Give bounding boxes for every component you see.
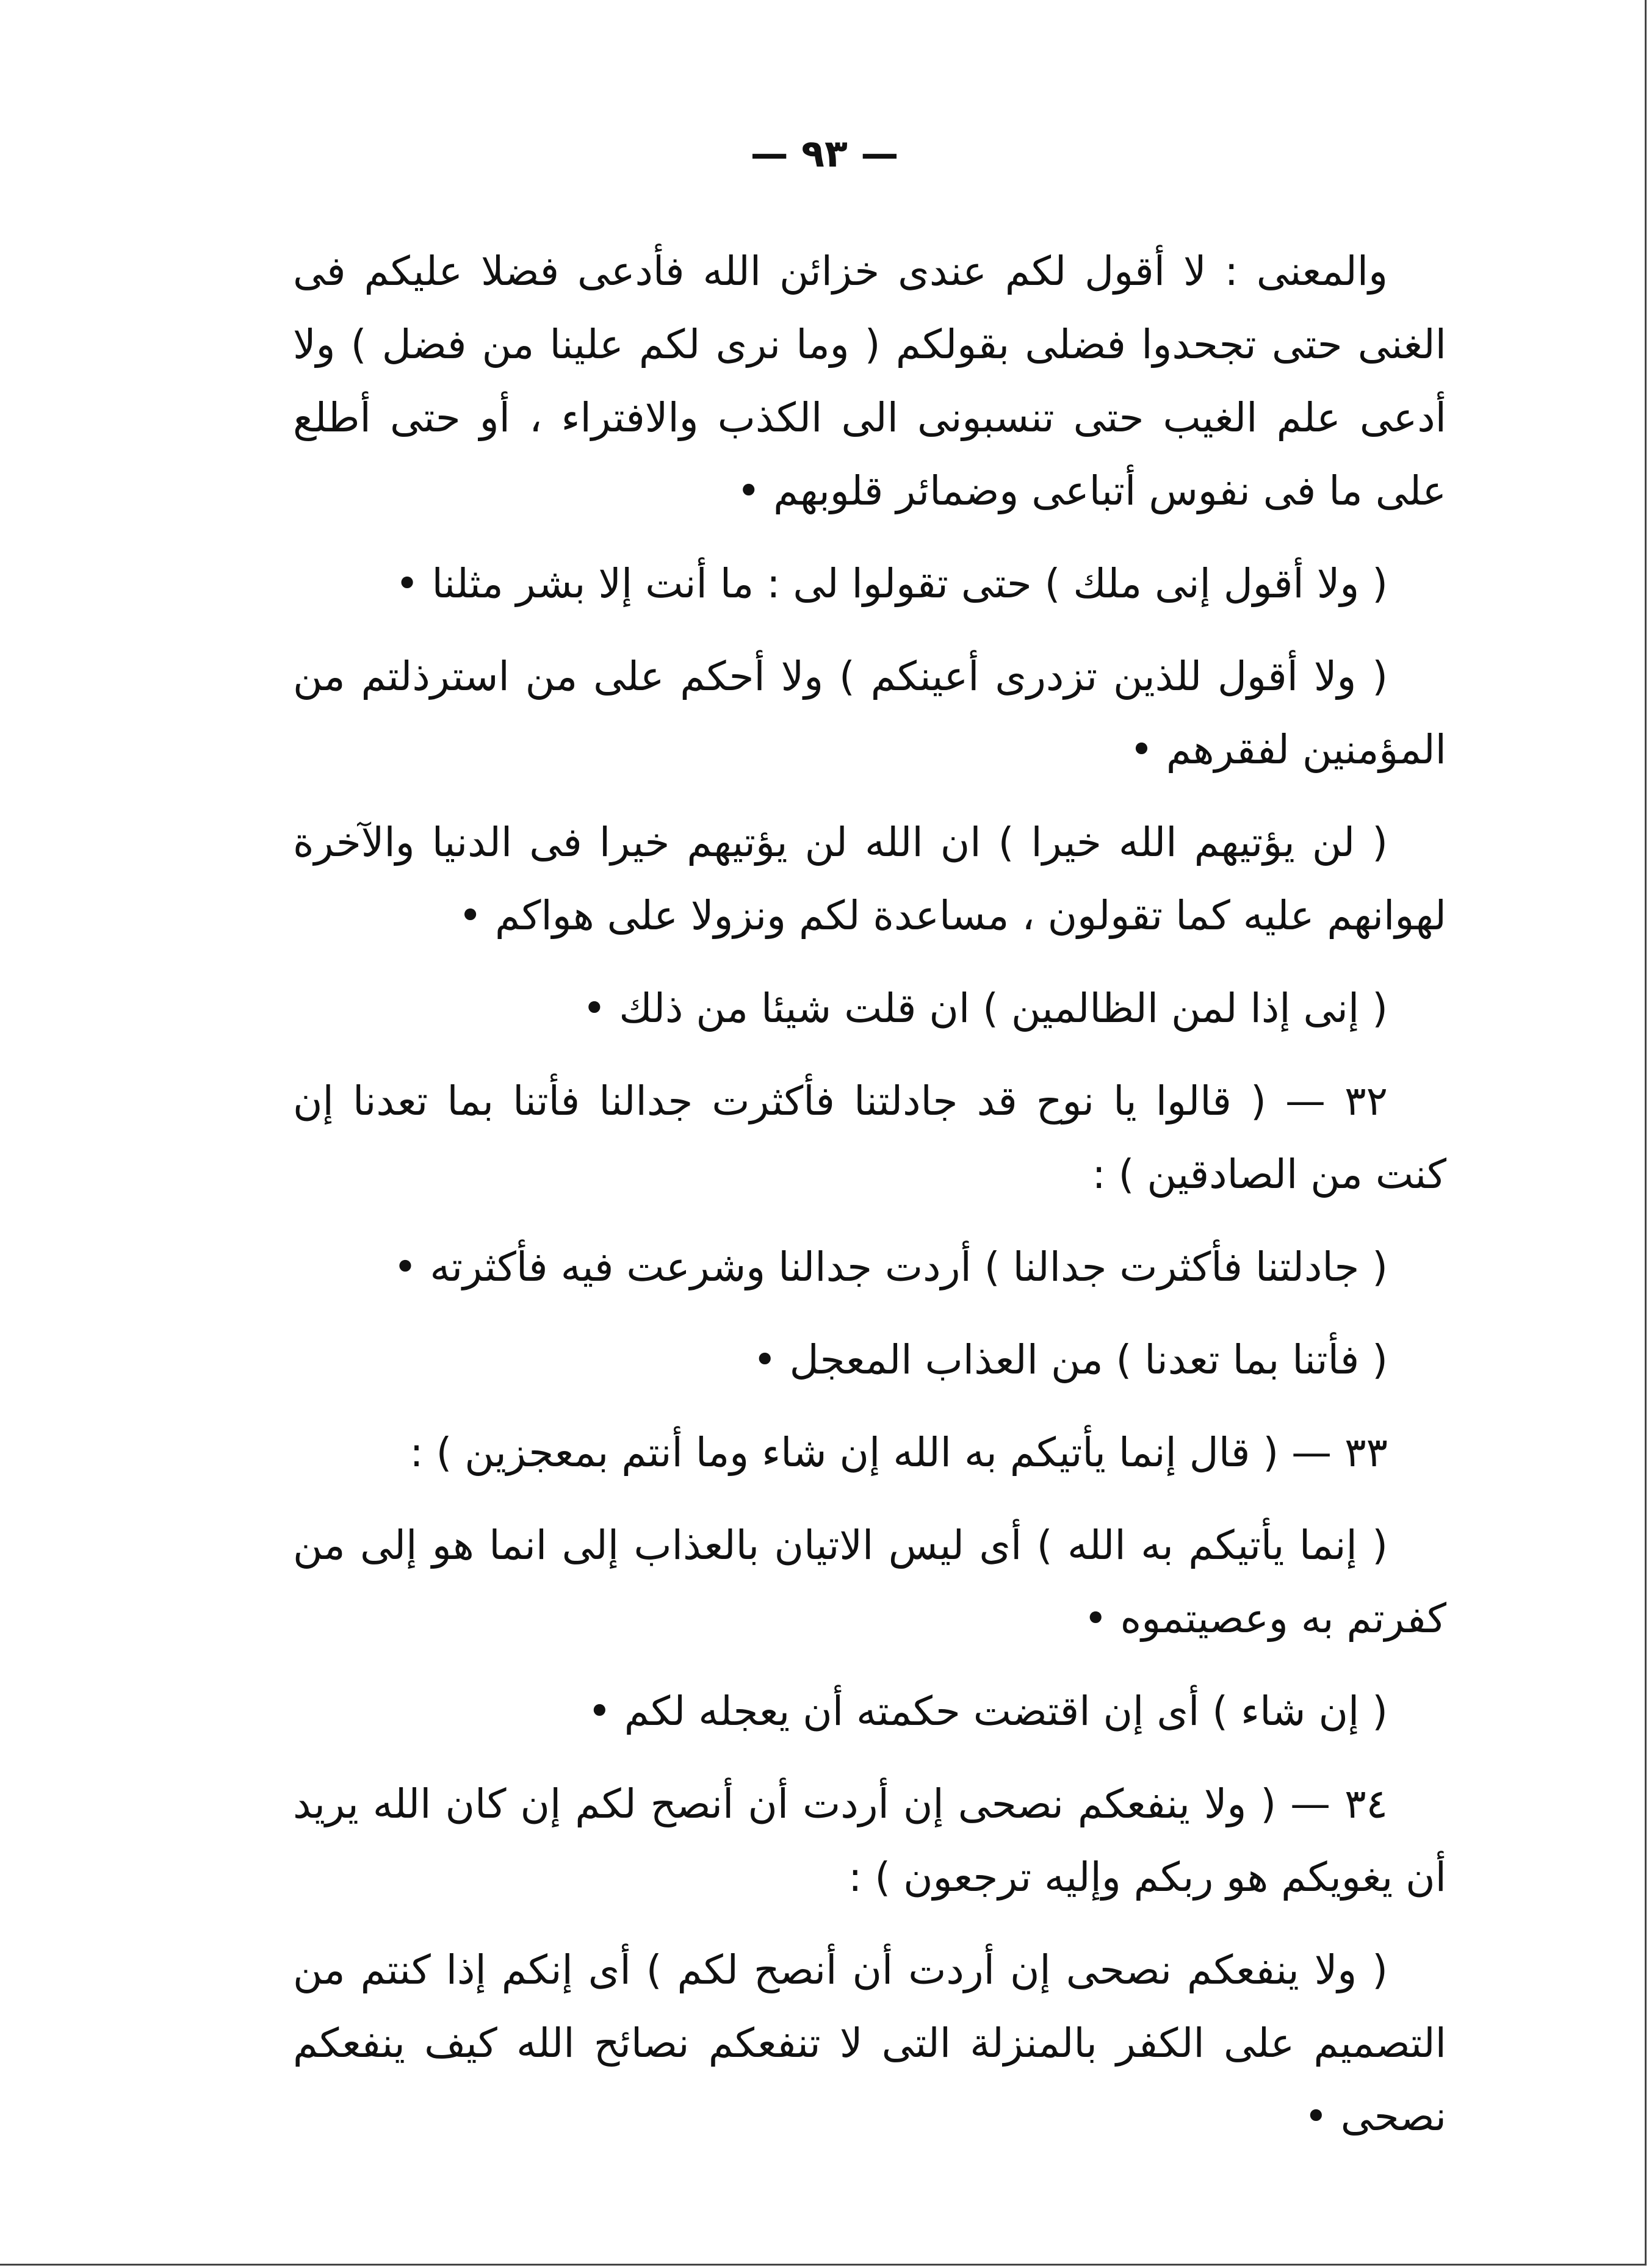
- paragraph-no-good: ( لن يؤتيهم الله خيرا ) ان الله لن يؤتيهم خيرا فى الدنيا والآخرة لهوانهم عليه كما تقولون ، مساعدة لكم ونزولا على هواكم •: [293, 819, 1446, 939]
- text-body: [293, 235, 1446, 2173]
- verse-33: ٣٣ — ( قال إنما يأتيكم به الله إن شاء وما أنتم بمعجزين ) :: [410, 1429, 1388, 1476]
- verse-32: ٣٢ — ( قالوا يا نوح قد جادلتنا فأكثرت جدالنا فأتنا بما تعدنا إن كنت من الصادقين ) :: [293, 1078, 1446, 1198]
- paragraph-bring-it: ( فأتنا بما تعدنا ) من العذاب المعجل •: [752, 1336, 1388, 1383]
- paragraph-not-despise: ( ولا أقول للذين تزدرى أعينكم ) ولا أحكم على من استرذلتم من المؤمنين لفقرهم •: [293, 653, 1446, 773]
- paragraph-not-angel: ( ولا أقول إنى ملك ) حتى تقولوا لى : ما أنت إلا بشر مثلنا •: [395, 560, 1388, 607]
- verse-34: ٣٤ — ( ولا ينفعكم نصحى إن أردت أن أنصح لكم إن كان الله يريد أن يغويكم هو ربكم وإليه ترجعون ) :: [293, 1780, 1446, 1901]
- paragraph-advice: ( ولا ينفعكم نصحى إن أردت أن أنصح لكم ) أى إنكم إذا كنتم من التصميم على الكفر بالمنزلة التى لا تنفعكم نصائح الله كيف ينفعكم نصحى •: [293, 1946, 1446, 2140]
- paragraph-only-god: ( إنما يأتيكم به الله ) أى ليس الاتيان بالعذاب إلى انما هو إلى من كفرتم به وعصيتموه •: [293, 1522, 1446, 1642]
- paragraph-disputed: ( جادلتنا فأكثرت جدالنا ) أردت جدالنا وشرعت فيه فأكثرته •: [393, 1244, 1388, 1291]
- paragraph-meaning: والمعنى : لا أقول لكم عندى خزائن الله فأدعى فضلا عليكم فى الغنى حتى تجحدوا فضلى بقولكم ( وما نرى لكم علينا من فضل ) ولا أدعى علم الغيب حتى تنسبونى الى الكذب والافتراء ، أو حتى أطلع على ما فى نفوس أتباعى وضمائر قلوبهم •: [293, 248, 1446, 514]
- paragraph-wrongdoers: ( إنى إذا لمن الظالمين ) ان قلت شيئا من ذلك •: [582, 985, 1388, 1032]
- page-number: — ٩٣ —: [750, 131, 899, 176]
- paragraph-if-wills: ( إن شاء ) أى إن اقتضت حكمته أن يعجله لكم •: [587, 1688, 1388, 1735]
